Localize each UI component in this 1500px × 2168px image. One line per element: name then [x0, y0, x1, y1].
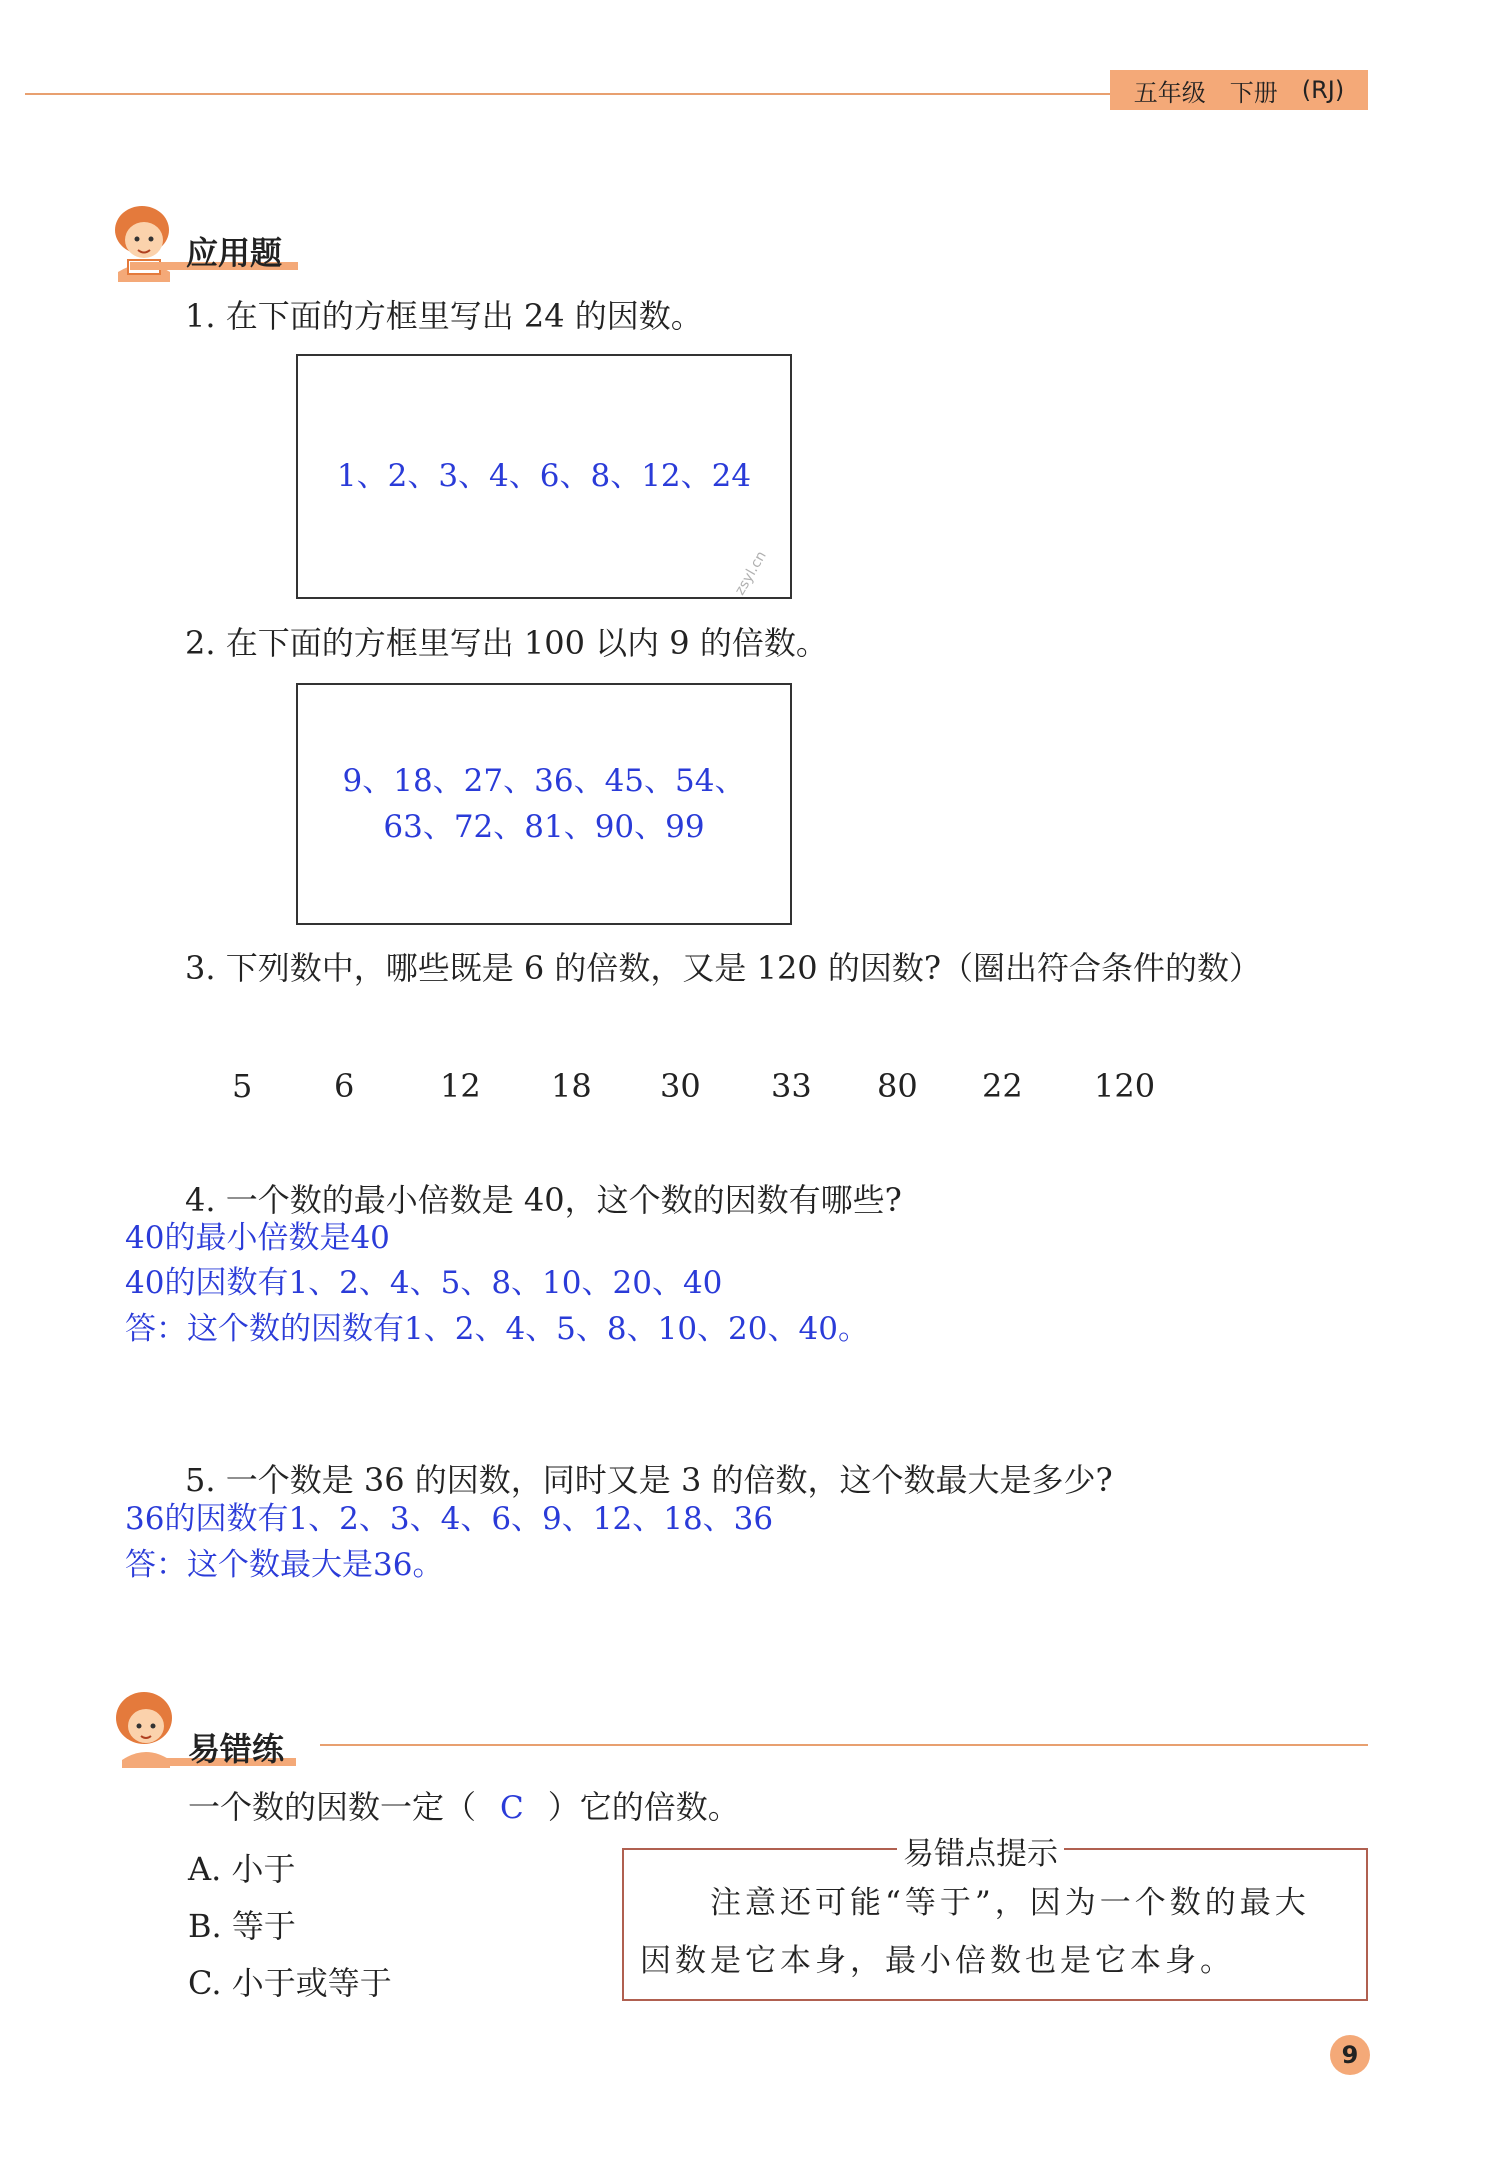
answer-2-line-2: 63、72、81、90、99	[383, 809, 705, 845]
answer-4-line-3: 答：这个数的因数有1、2、4、5、8、10、20、40。	[125, 1311, 869, 1347]
option-b: B. 等于	[188, 1907, 296, 1945]
tip-line-2: 因数是它本身，最小倍数也是它本身。	[640, 1943, 1235, 1979]
header-rule	[25, 93, 1110, 95]
answer-5-line-1: 36的因数有1、2、3、4、6、9、12、18、36	[125, 1501, 774, 1537]
mistake-question-pre: 一个数的因数一定（	[188, 1788, 477, 1826]
mistake-question	[188, 1788, 740, 1826]
section-title-mistakes: 易错练	[188, 1730, 285, 1768]
question-2: 2. 在下面的方框里写出 100 以内 9 的倍数。	[185, 624, 828, 662]
choice-number: 30	[660, 1067, 701, 1105]
option-a: A. 小于	[188, 1850, 296, 1888]
question-4: 4. 一个数的最小倍数是 40，这个数的因数有哪些?	[185, 1181, 902, 1219]
tip-line-1: 注意还可能“等于”，因为一个数的最大	[710, 1885, 1310, 1921]
mascot-girl-icon	[108, 1686, 184, 1768]
header-tag	[1110, 70, 1368, 110]
mistake-question-post: ）它的倍数。	[547, 1788, 740, 1826]
mistake-answer: C	[500, 1790, 524, 1826]
option-c: C. 小于或等于	[188, 1964, 392, 2002]
answer-5-line-2: 答：这个数最大是36。	[125, 1547, 444, 1583]
header-edition: (RJ)	[1301, 76, 1345, 104]
question-5: 5. 一个数是 36 的因数，同时又是 3 的倍数，这个数最大是多少?	[185, 1461, 1113, 1499]
header-grade: 五年级	[1133, 78, 1206, 107]
choice-number: 5	[232, 1067, 253, 1105]
choice-number: 80	[877, 1067, 918, 1105]
tip-title: 易错点提示	[897, 1828, 1064, 1873]
answer-4-line-1: 40的最小倍数是40	[125, 1220, 390, 1256]
choice-number: 12	[440, 1067, 481, 1105]
answer-1: 1、2、3、4、6、8、12、24	[336, 458, 752, 494]
page-number: 9	[1330, 2035, 1370, 2075]
choice-number: 18	[551, 1067, 592, 1105]
answer-4-line-2: 40的因数有1、2、4、5、8、10、20、40	[125, 1265, 723, 1301]
answer-2-line-1: 9、18、27、36、45、54、	[342, 763, 746, 799]
header-volume: 下册	[1229, 78, 1278, 107]
watermark: zsyl.cn	[732, 548, 770, 598]
section-rule	[320, 1744, 1368, 1746]
choice-number: 120	[1094, 1067, 1156, 1105]
choice-number: 33	[771, 1067, 812, 1105]
answer-box-2	[296, 683, 792, 925]
section-title-application: 应用题	[186, 234, 283, 272]
question-1: 1. 在下面的方框里写出 24 的因数。	[185, 297, 703, 335]
choice-number: 22	[982, 1067, 1023, 1105]
choice-number: 6	[334, 1067, 355, 1105]
question-3: 3. 下列数中，哪些既是 6 的倍数，又是 120 的因数?（圈出符合条件的数）	[185, 949, 1261, 987]
